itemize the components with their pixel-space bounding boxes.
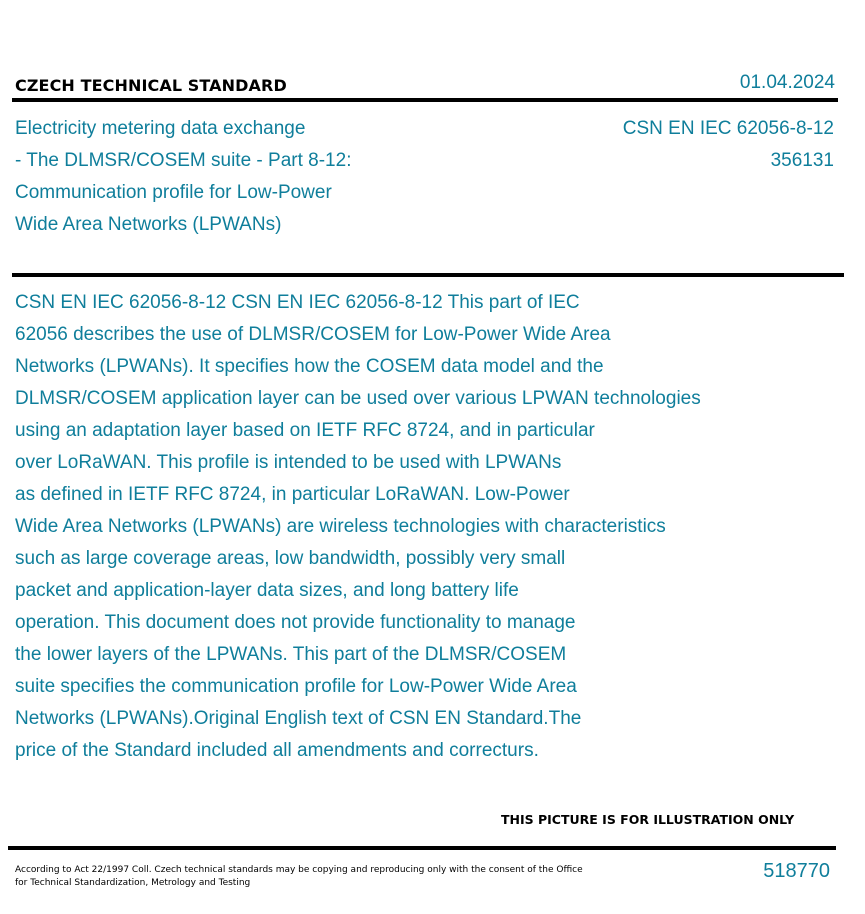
footer-divider bbox=[8, 846, 836, 850]
header-divider bbox=[12, 98, 838, 102]
standard-title: Electricity metering data exchange - The DLMSR/COSEM suite - Part 8-12: Communication profile for Low-Power Wide Area Networks (LPWANs) bbox=[15, 118, 352, 235]
publication-date: 01.04.2024 bbox=[739, 72, 835, 93]
title-divider bbox=[12, 273, 844, 277]
catalog-number: 518770 bbox=[763, 860, 830, 882]
abstract-text: CSN EN IEC 62056-8-12 CSN EN IEC 62056-8-12 This part of IEC 62056 describes the use of DLMSR/COSEM for Low-Power Wide Area Networks (LPWANs). It specifies how the COSEM data model and the DLMSR/COSEM application layer can be used over various LPWAN technologies using an adaptation layer based on IETF RFC 8724, and in particular over LoRaWAN. This profile is intended to be used with LPWANs as defined in IETF RFC 8724, in particular LoRaWAN. Low-Power Wide Area Networks (LPWANs) are wireless technologies with characteristics such as large coverage areas, low bandwidth, possibly very small packet and application-layer data sizes, and long battery life operation. This document does not provide functionality to manage the lower layers of the LPWANs. This part of the DLMSR/COSEM suite specifies the communication profile for Low-Power Wide Area Networks (LPWANs).Original English text of CSN EN Standard.The price of the Standard included all amendments and correcturs. bbox=[15, 292, 701, 761]
illustration-note: THIS PICTURE IS FOR ILLUSTRATION ONLY bbox=[501, 812, 795, 827]
standard-number: 356131 bbox=[770, 150, 834, 171]
document-type-label: CZECH TECHNICAL STANDARD bbox=[15, 76, 287, 95]
legal-note: According to Act 22/1997 Coll. Czech technical standards may be copying and reproducing only with the consent of the Office for Technical Standardization, Metrology and Testing bbox=[15, 865, 583, 888]
standard-code: CSN EN IEC 62056-8-12 bbox=[622, 118, 834, 139]
